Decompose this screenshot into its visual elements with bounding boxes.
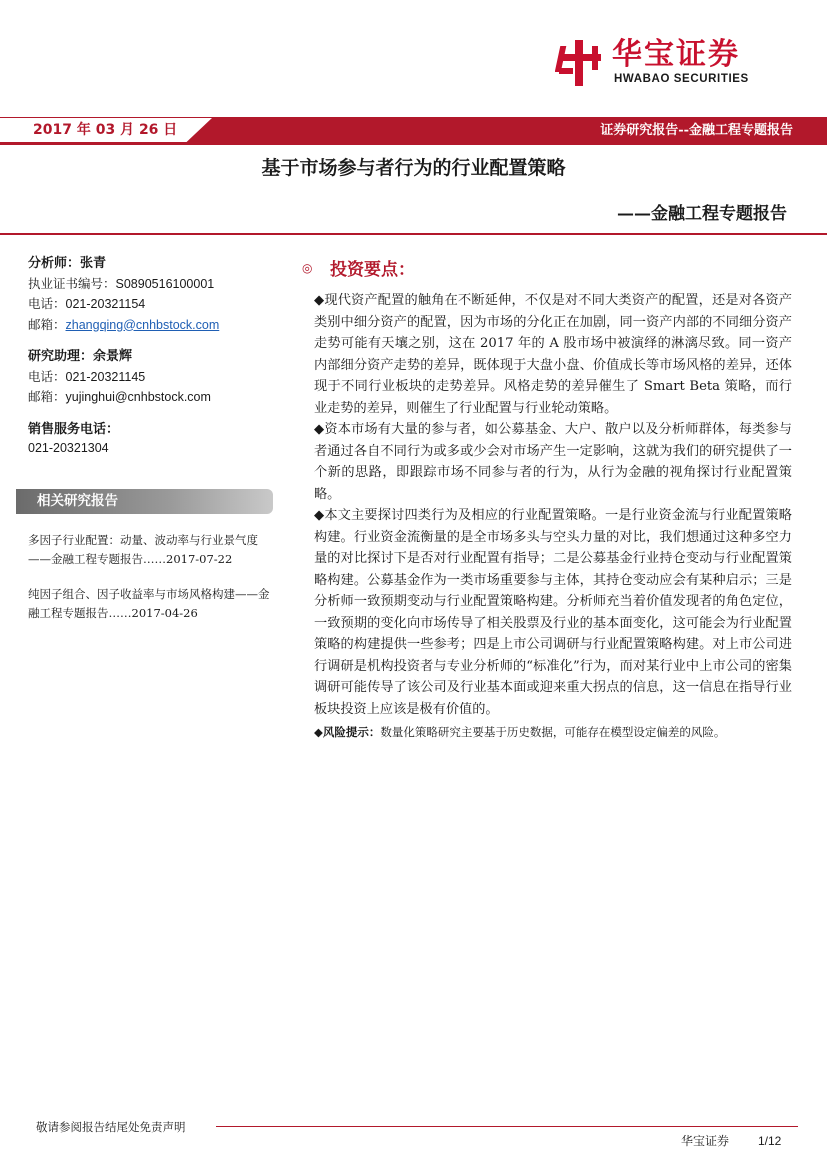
analyst-label: 分析师： [28,256,81,271]
cert-number: S0890516100001 [115,276,215,291]
hwabao-logo-icon [555,38,605,88]
key-points-body [314,290,792,742]
analyst-phone-line [28,294,273,315]
analyst-phone: 021-20321154 [65,297,146,311]
report-date: 2017 年 03 月 26 日 [33,122,178,138]
key-point-paragraph: ◆资本市场有大量的参与者，如公募基金、大户、散户以及分析师群体，每类参与者通过各自不同行为或多或少会对市场产生一定影响，这就为我们的研究提供了一个新的思路，即跟踪市场不同参与者的行为，从行为金融的视角探讨行业配置策略。 [314,422,792,502]
analyst-cert-line [28,274,273,295]
bullseye-icon: ◎ [302,261,313,275]
related-report-item[interactable]: 纯因子组合、因子收益率与市场风格构建——金融工程专题报告……2017-04-26 [28,587,270,620]
risk-label: ◆风险提示： [314,725,381,739]
analyst-email-link[interactable]: zhangqing@cnhbstock.com [65,317,220,332]
related-report-item[interactable]: 多因子行业配置：动量、波动率与行业景气度——金融工程专题报告……2017-07-22 [28,533,258,566]
assistant-label: 研究助理： [28,349,94,364]
report-title: 基于市场参与者行为的行业配置策略 [261,157,566,179]
assistant-name: 余景辉 [93,349,133,364]
risk-text: 数量化策略研究主要基于历史数据，可能存在模型设定偏差的风险。 [380,725,726,739]
related-reports-list [28,531,274,639]
key-points-title: 投资要点： [330,260,415,280]
footer-brand: 华宝证券 [681,1134,730,1148]
analyst-name: 张青 [80,256,107,271]
assistant-phone: 021-20321145 [65,369,146,384]
report-series: 证券研究报告--金融工程专题报告 [600,123,793,138]
title-divider [0,233,827,235]
brand-name-cn: 华宝证券 [612,37,740,72]
risk-warning [314,722,792,742]
footer-disclaimer: 敬请参阅报告结尾处免责声明 [36,1120,186,1134]
phone-label: 电话： [28,368,66,384]
key-point-paragraph: ◆现代资产配置的触角在不断延伸，不仅是对不同大类资产的配置，还是对各资产类别中细分资产的配置，因为市场的分化正在加剧，同一资产内部的不同细分资产走势可能有天壤之别，这在 2017 年的 A 股市场中被演绎的淋漓尽致。同一资产内部细分资产走势的差异，既体现于大盘小盘、价值成长等市场风格的差异，还体现于不同行业板块的走势差异。风格走势的差异催生了 Smart Beta 策略，而行业走势的差异，则催生了行业配置与行业轮动策略。 [314,293,792,416]
assistant-email-line [28,387,273,408]
page-number: 1/12 [758,1134,782,1148]
sales-phone: 021-20321304 [28,441,109,455]
assistant-line [28,347,273,367]
email-label: 邮箱： [28,389,66,404]
key-point-paragraph: ◆本文主要探讨四类行为及相应的行业配置策略。一是行业资金流与行业配置策略构建。行业资金流衡量的是全市场多头与空头力量的对比，我们想通过这种多空力量的对比探讨下是否对行业配置有指导；二是公募基金行业持仓变动与行业配置策略构建。公募基金作为一类市场重要参与主体，其持仓变动应会有某种启示；三是分析师一致预期变动与行业配置策略构建。分析师充当着价值发现者的角色定位，一致预期的变化向市场传导了相关股票及行业的基本面变化，这可能会为行业配置策略的构建提供一些参考；四是上市公司调研与行业配置策略构建。对上市公司进行调研是机构投资者与专业分析师的“标准化”行为，而对某行业中上市公司的密集调研可能传导了该公司及行业基本面或迎来重大拐点的信息，这一信息在指导行业板块投资上应该是极有价值的。 [314,508,792,717]
phone-label: 电话： [28,296,66,311]
assistant-phone-line [28,367,273,388]
email-label: 邮箱： [28,316,66,332]
report-subtitle: ——金融工程专题报告 [617,204,787,224]
analyst-line [28,254,273,274]
brand-name-en: HWABAO SECURITIES [614,73,749,85]
footer-divider [216,1126,798,1127]
cert-label: 执业证书编号： [28,275,116,291]
assistant-email: yujinghui@cnhbstock.com [65,390,211,404]
analyst-email-line [28,315,273,336]
related-reports-title: 相关研究报告 [37,493,118,509]
sales-label: 销售服务电话： [28,421,120,437]
contact-panel [28,254,273,459]
